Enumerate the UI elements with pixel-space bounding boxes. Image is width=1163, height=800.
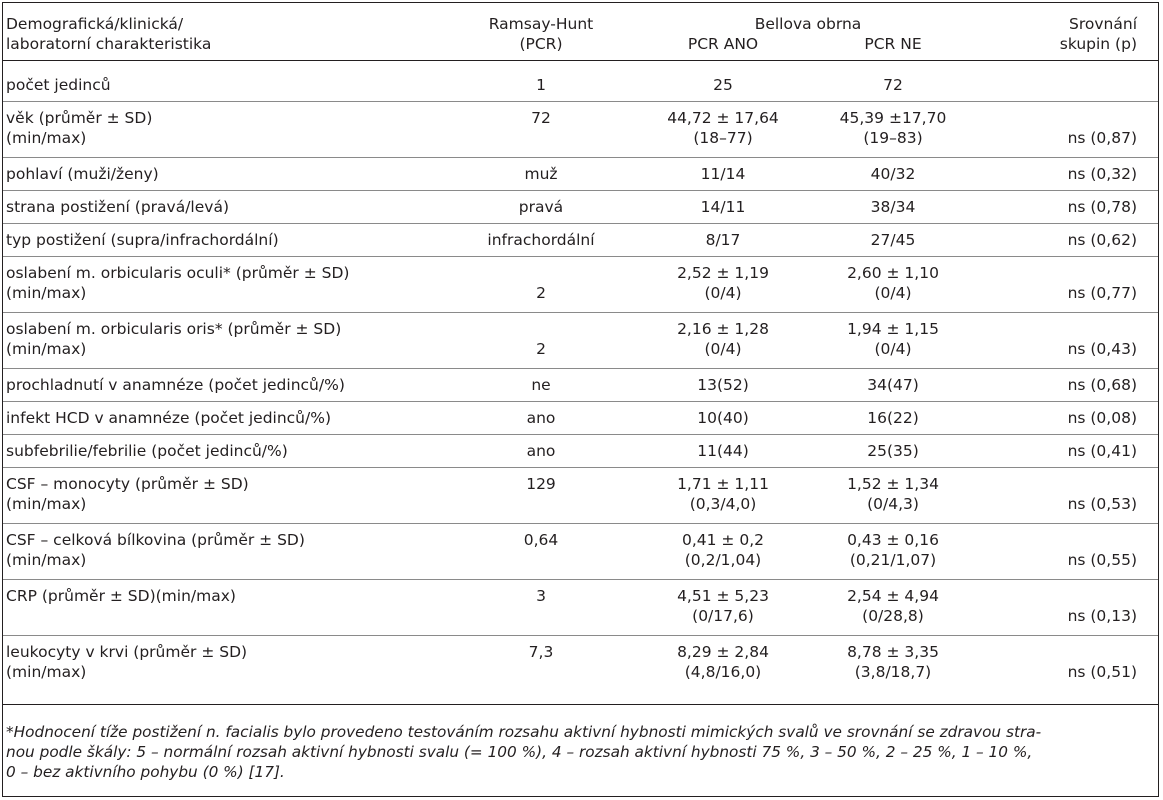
row-divider [3, 635, 1158, 636]
p-value: ns (0,55) [1067, 551, 1137, 569]
pcr-ano-value: 8,29 ± 2,84 [677, 643, 769, 661]
header-divider [3, 60, 1158, 61]
header-characteristic-line1: Demografická/klinická/ [6, 15, 184, 33]
pcr-ne-value: 40/32 [870, 165, 916, 183]
pcr-ne-value: 38/34 [870, 198, 916, 216]
pcr-ne-range: (0/4) [874, 284, 912, 302]
row-label-sub: (min/max) [6, 284, 87, 302]
pcr-ne-range: (3,8/18,7) [854, 663, 932, 681]
pcr-ano-range: (0,3/4,0) [689, 495, 757, 513]
pcr-ano-range: (0/4) [704, 340, 742, 358]
p-value: ns (0,41) [1067, 442, 1137, 460]
row-divider [3, 190, 1158, 191]
header-ramsay-hunt-line2: (PCR) [519, 35, 563, 53]
p-value: ns (0,32) [1067, 165, 1137, 183]
row-label: věk (průměr ± SD) [6, 109, 153, 127]
pcr-ano-value: 44,72 ± 17,64 [667, 109, 779, 127]
pcr-ne-range: (0/4) [874, 340, 912, 358]
row-label: prochladnutí v anamnéze (počet jedinců/%) [6, 376, 345, 394]
row-divider [3, 256, 1158, 257]
ramsay-hunt-value: infrachordální [487, 231, 595, 249]
p-value: ns (0,51) [1067, 663, 1137, 681]
pcr-ano-value: 13(52) [697, 376, 749, 394]
p-value: ns (0,53) [1067, 495, 1137, 513]
row-divider [3, 368, 1158, 369]
pcr-ne-value: 45,39 ±17,70 [839, 109, 947, 127]
pcr-ano-value: 11(44) [697, 442, 749, 460]
row-divider [3, 312, 1158, 313]
footnote-line: nou podle škály: 5 – normální rozsah aktivní hybnosti svalu (= 100 %), 4 – rozsah aktivní hybnosti 75 %, 3 – 50 %, 2 – 25 %, 1 – 10 %, [6, 743, 1033, 761]
ramsay-hunt-value: ne [531, 376, 551, 394]
p-value: ns (0,13) [1067, 607, 1137, 625]
p-value: ns (0,87) [1067, 129, 1137, 147]
pcr-ano-value: 25 [713, 76, 733, 94]
pcr-ano-value: 1,71 ± 1,11 [677, 475, 769, 493]
p-value: ns (0,77) [1067, 284, 1137, 302]
p-value: ns (0,43) [1067, 340, 1137, 358]
pcr-ano-value: 4,51 ± 5,23 [677, 587, 769, 605]
row-divider [3, 434, 1158, 435]
row-label-sub: (min/max) [6, 551, 87, 569]
pcr-ano-range: (4,8/16,0) [684, 663, 762, 681]
row-label: pohlaví (muži/ženy) [6, 165, 159, 183]
row-divider [3, 223, 1158, 224]
pcr-ano-value: 14/11 [700, 198, 746, 216]
ramsay-hunt-value: muž [524, 165, 558, 183]
pcr-ne-value: 1,94 ± 1,15 [847, 320, 939, 338]
row-divider [3, 101, 1158, 102]
pcr-ne-value: 25(35) [867, 442, 919, 460]
p-value: ns (0,62) [1067, 231, 1137, 249]
ramsay-hunt-value: 7,3 [528, 643, 554, 661]
pcr-ne-range: (0/28,8) [862, 607, 924, 625]
pcr-ne-value: 34(47) [867, 376, 919, 394]
pcr-ne-value: 1,52 ± 1,34 [847, 475, 939, 493]
pcr-ano-value: 11/14 [700, 165, 746, 183]
row-label: typ postižení (supra/infrachordální) [6, 231, 279, 249]
row-label: CSF – monocyty (průměr ± SD) [6, 475, 249, 493]
row-label-sub: (min/max) [6, 129, 87, 147]
ramsay-hunt-value: 2 [536, 340, 546, 358]
row-label: počet jedinců [6, 76, 111, 94]
ramsay-hunt-value: 72 [531, 109, 551, 127]
ramsay-hunt-value: 129 [526, 475, 556, 493]
row-label: subfebrilie/febrilie (počet jedinců/%) [6, 442, 288, 460]
pcr-ne-range: (0,21/1,07) [849, 551, 937, 569]
pcr-ne-value: 72 [883, 76, 903, 94]
row-label-sub: (min/max) [6, 340, 87, 358]
pcr-ne-range: (0/4,3) [867, 495, 919, 513]
row-label: strana postižení (pravá/levá) [6, 198, 229, 216]
pcr-ne-value: 27/45 [870, 231, 916, 249]
footnote-line: 0 – bez aktivního pohybu (0 %) [17]. [6, 763, 285, 781]
pcr-ne-value: 2,54 ± 4,94 [847, 587, 939, 605]
pcr-ano-range: (0/17,6) [692, 607, 754, 625]
pcr-ano-value: 8/17 [705, 231, 741, 249]
row-divider [3, 579, 1158, 580]
row-divider [3, 401, 1158, 402]
p-value: ns (0,68) [1067, 376, 1137, 394]
ramsay-hunt-value: 3 [536, 587, 546, 605]
pcr-ano-range: (0,2/1,04) [684, 551, 762, 569]
pcr-ne-value: 8,78 ± 3,35 [847, 643, 939, 661]
row-label-sub: (min/max) [6, 495, 87, 513]
pcr-ano-value: 2,16 ± 1,28 [677, 320, 769, 338]
pcr-ano-value: 2,52 ± 1,19 [677, 264, 769, 282]
row-label: CSF – celková bílkovina (průměr ± SD) [6, 531, 305, 549]
header-comparison-line2: skupin (p) [1059, 35, 1137, 53]
pcr-ano-range: (18–77) [693, 129, 753, 147]
header-comparison-line1: Srovnání [1069, 15, 1137, 33]
p-value: ns (0,08) [1067, 409, 1137, 427]
row-divider [3, 467, 1158, 468]
footnote [6, 722, 1156, 782]
pcr-ne-value: 0,43 ± 0,16 [847, 531, 939, 549]
ramsay-hunt-value: 0,64 [523, 531, 559, 549]
ramsay-hunt-value: pravá [518, 198, 564, 216]
row-label: infekt HCD v anamnéze (počet jedinců/%) [6, 409, 332, 427]
header-bellova-obrna: Bellova obrna [754, 15, 862, 33]
ramsay-hunt-value: 1 [536, 76, 546, 94]
row-label-sub: (min/max) [6, 663, 87, 681]
row-label: leukocyty v krvi (průměr ± SD) [6, 643, 248, 661]
row-divider [3, 157, 1158, 158]
pcr-ano-range: (0/4) [704, 284, 742, 302]
ramsay-hunt-value: ano [526, 442, 556, 460]
ramsay-hunt-value: ano [526, 409, 556, 427]
header-characteristic-line2: laboratorní charakteristika [6, 35, 212, 53]
footnote-line: *Hodnocení tíže postižení n. facialis bylo provedeno testováním rozsahu aktivní hybnosti mimických svalů ve srovnání se zdravou stra- [6, 723, 1042, 741]
ramsay-hunt-value: 2 [536, 284, 546, 302]
pcr-ne-range: (19–83) [863, 129, 923, 147]
row-divider [3, 523, 1158, 524]
header-ramsay-hunt-line1: Ramsay-Hunt [488, 15, 594, 33]
row-label: oslabení m. orbicularis oris* (průměr ± SD) [6, 320, 342, 338]
pcr-ne-value: 2,60 ± 1,10 [847, 264, 939, 282]
pcr-ano-value: 10(40) [697, 409, 749, 427]
table-bottom-divider [3, 704, 1158, 705]
row-label: oslabení m. orbicularis oculi* (průměr ± SD) [6, 264, 350, 282]
header-pcr-ne: PCR NE [864, 35, 922, 53]
row-label: CRP (průměr ± SD)(min/max) [6, 587, 236, 605]
header-pcr-ano: PCR ANO [687, 35, 759, 53]
p-value: ns (0,78) [1067, 198, 1137, 216]
pcr-ano-value: 0,41 ± 0,2 [681, 531, 764, 549]
pcr-ne-value: 16(22) [867, 409, 919, 427]
